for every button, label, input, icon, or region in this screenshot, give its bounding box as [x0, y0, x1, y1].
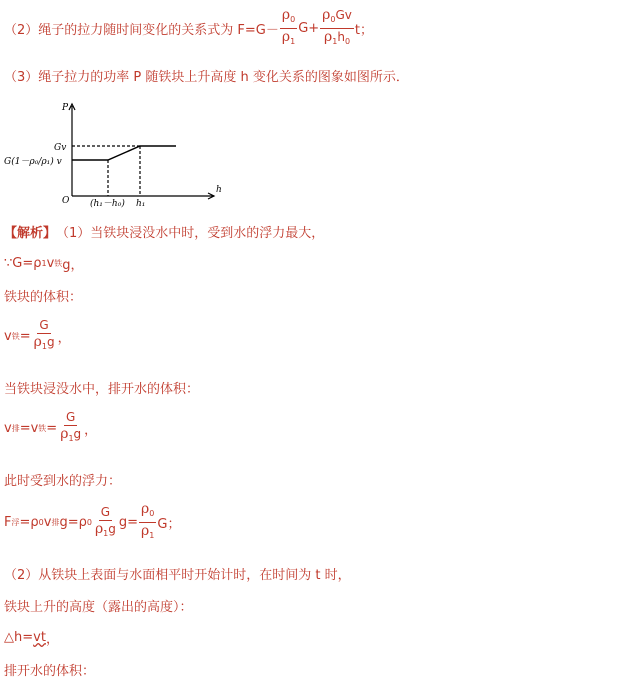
x-axis-label: h: [216, 185, 222, 195]
lower-level-label: G(1－ρ₀/ρ₁) v: [4, 157, 62, 167]
x-tick-1: (h₁－h₀): [90, 199, 125, 209]
buoyancy-fraction-1: $\frac{G}{\rho_1g}$: [94, 504, 116, 538]
power-graph-caption: （3）绳子拉力的功率 P 随铁块上升高度 h 变化关系的图象如图所示．: [4, 70, 409, 85]
tension-suffix: t；: [354, 23, 373, 38]
tension-mid: G+: [298, 21, 320, 36]
height-equation: △h= vt ，: [4, 630, 59, 647]
time-coefficient-fraction: $\frac{\rho_0Gv}{\rho_1h_0}$: [322, 7, 352, 46]
buoyancy-title: 此时受到水的浮力：: [4, 474, 122, 489]
volume-fraction: $\frac{G}{\rho_1g}$: [33, 318, 55, 351]
buoyancy-fraction-2: $\frac{\rho_0}{\rho_1}$: [141, 501, 155, 540]
upper-level-label: Gv: [54, 143, 67, 153]
part2-intro: （2）从铁块上表面与水面相平时开始计时，在时间为 t 时，: [4, 568, 351, 583]
origin-label: O: [62, 196, 70, 206]
tension-prefix: （2）绳子的拉力随时间变化的关系式为 F=G－: [4, 23, 279, 38]
x-tick-2: h₁: [136, 199, 146, 209]
height-title: 铁块上升的高度（露出的高度）：: [4, 600, 193, 615]
analysis-label: 【解析】: [4, 226, 57, 241]
weight-equation: ∵G=ρ 1 v 铁 g，: [4, 256, 84, 273]
displaced-title: 当铁块浸没水中，排开水的体积：: [4, 382, 200, 397]
power-curve: [72, 146, 176, 160]
displaced-fraction: $\frac{G}{\rho_1g}$: [60, 410, 82, 443]
volume-equation: v 铁 = $\frac{G}{\rho_1g}$ ，: [4, 318, 71, 354]
density-ratio-fraction: $\frac{\rho_0}{\rho_1}$: [281, 7, 296, 46]
power-height-graph: [0, 100, 230, 210]
tension-equation-line: [4, 8, 373, 49]
displaced2-title: 排开水的体积：: [4, 664, 96, 679]
analysis-intro-line: [4, 222, 324, 241]
analysis-intro: （1）当铁块浸没水中时，受到水的浮力最大，: [56, 226, 325, 241]
displaced-equation: v 排 =v 铁 = $\frac{G}{\rho_1g}$ ，: [4, 410, 97, 446]
y-axis-label: P: [62, 103, 69, 113]
volume-title: 铁块的体积：: [4, 290, 83, 305]
buoyancy-equation: F 浮 =ρ 0 v 排 g=ρ 0 $\frac{G}{\rho_1g}$ g= $\frac{\rho_0}{\rho_1}$ G；: [4, 502, 180, 543]
